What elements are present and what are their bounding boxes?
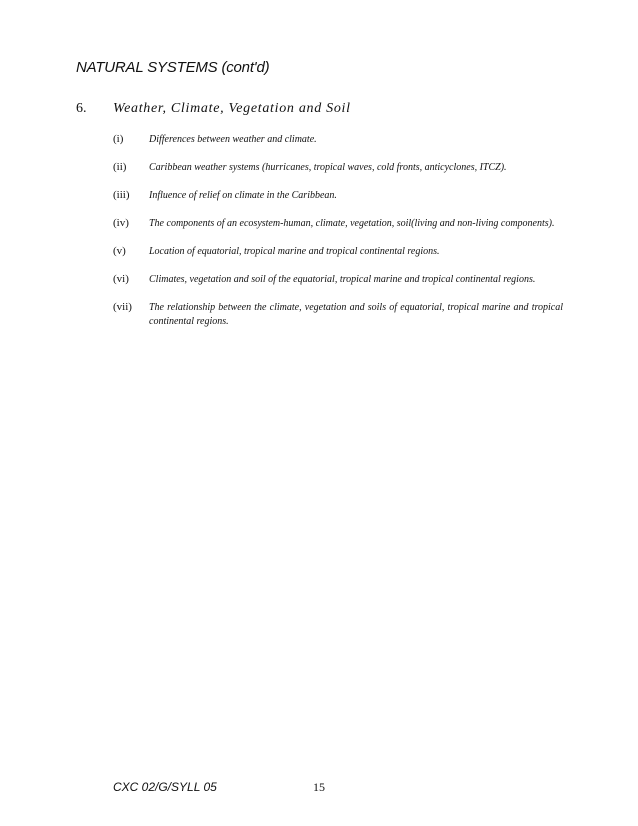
- list-item-number: (iv): [113, 217, 129, 229]
- list-item: [113, 189, 563, 203]
- list-item: [113, 245, 563, 259]
- list-item: [113, 133, 563, 147]
- list-item-text: The relationship between the climate, vegetation and soils of equatorial, tropical marine and tropical continental regions.: [149, 302, 563, 327]
- list-item: [113, 161, 563, 175]
- section-title: Weather, Climate, Vegetation and Soil: [113, 101, 351, 116]
- list-item-number: (vi): [113, 273, 129, 285]
- footer-syllabus-code: CXC 02/G/SYLL 05: [113, 780, 217, 794]
- page-number: 15: [313, 780, 325, 794]
- list-item: [113, 301, 563, 329]
- list-item-number: (ii): [113, 161, 127, 173]
- list-item: [113, 273, 563, 287]
- topic-list: [113, 133, 563, 343]
- list-item-text: Influence of relief on climate in the Caribbean.: [149, 190, 337, 201]
- list-item-number: (iii): [113, 189, 130, 201]
- page-header: NATURAL SYSTEMS (cont'd): [76, 59, 270, 76]
- list-item-number: (v): [113, 245, 126, 257]
- list-item-text: Climates, vegetation and soil of the equatorial, tropical marine and tropical continental regions.: [149, 274, 536, 285]
- list-item-text: Differences between weather and climate.: [149, 134, 317, 145]
- section-number: 6.: [76, 101, 87, 116]
- list-item-text: The components of an ecosystem-human, climate, vegetation, soil(living and non-living components).: [149, 218, 555, 229]
- list-item-text: Caribbean weather systems (hurricanes, tropical waves, cold fronts, anticyclones, ITCZ).: [149, 162, 507, 173]
- list-item-number: (vii): [113, 301, 132, 313]
- list-item-text: Location of equatorial, tropical marine and tropical continental regions.: [149, 246, 440, 257]
- list-item: [113, 217, 563, 231]
- list-item-number: (i): [113, 133, 124, 145]
